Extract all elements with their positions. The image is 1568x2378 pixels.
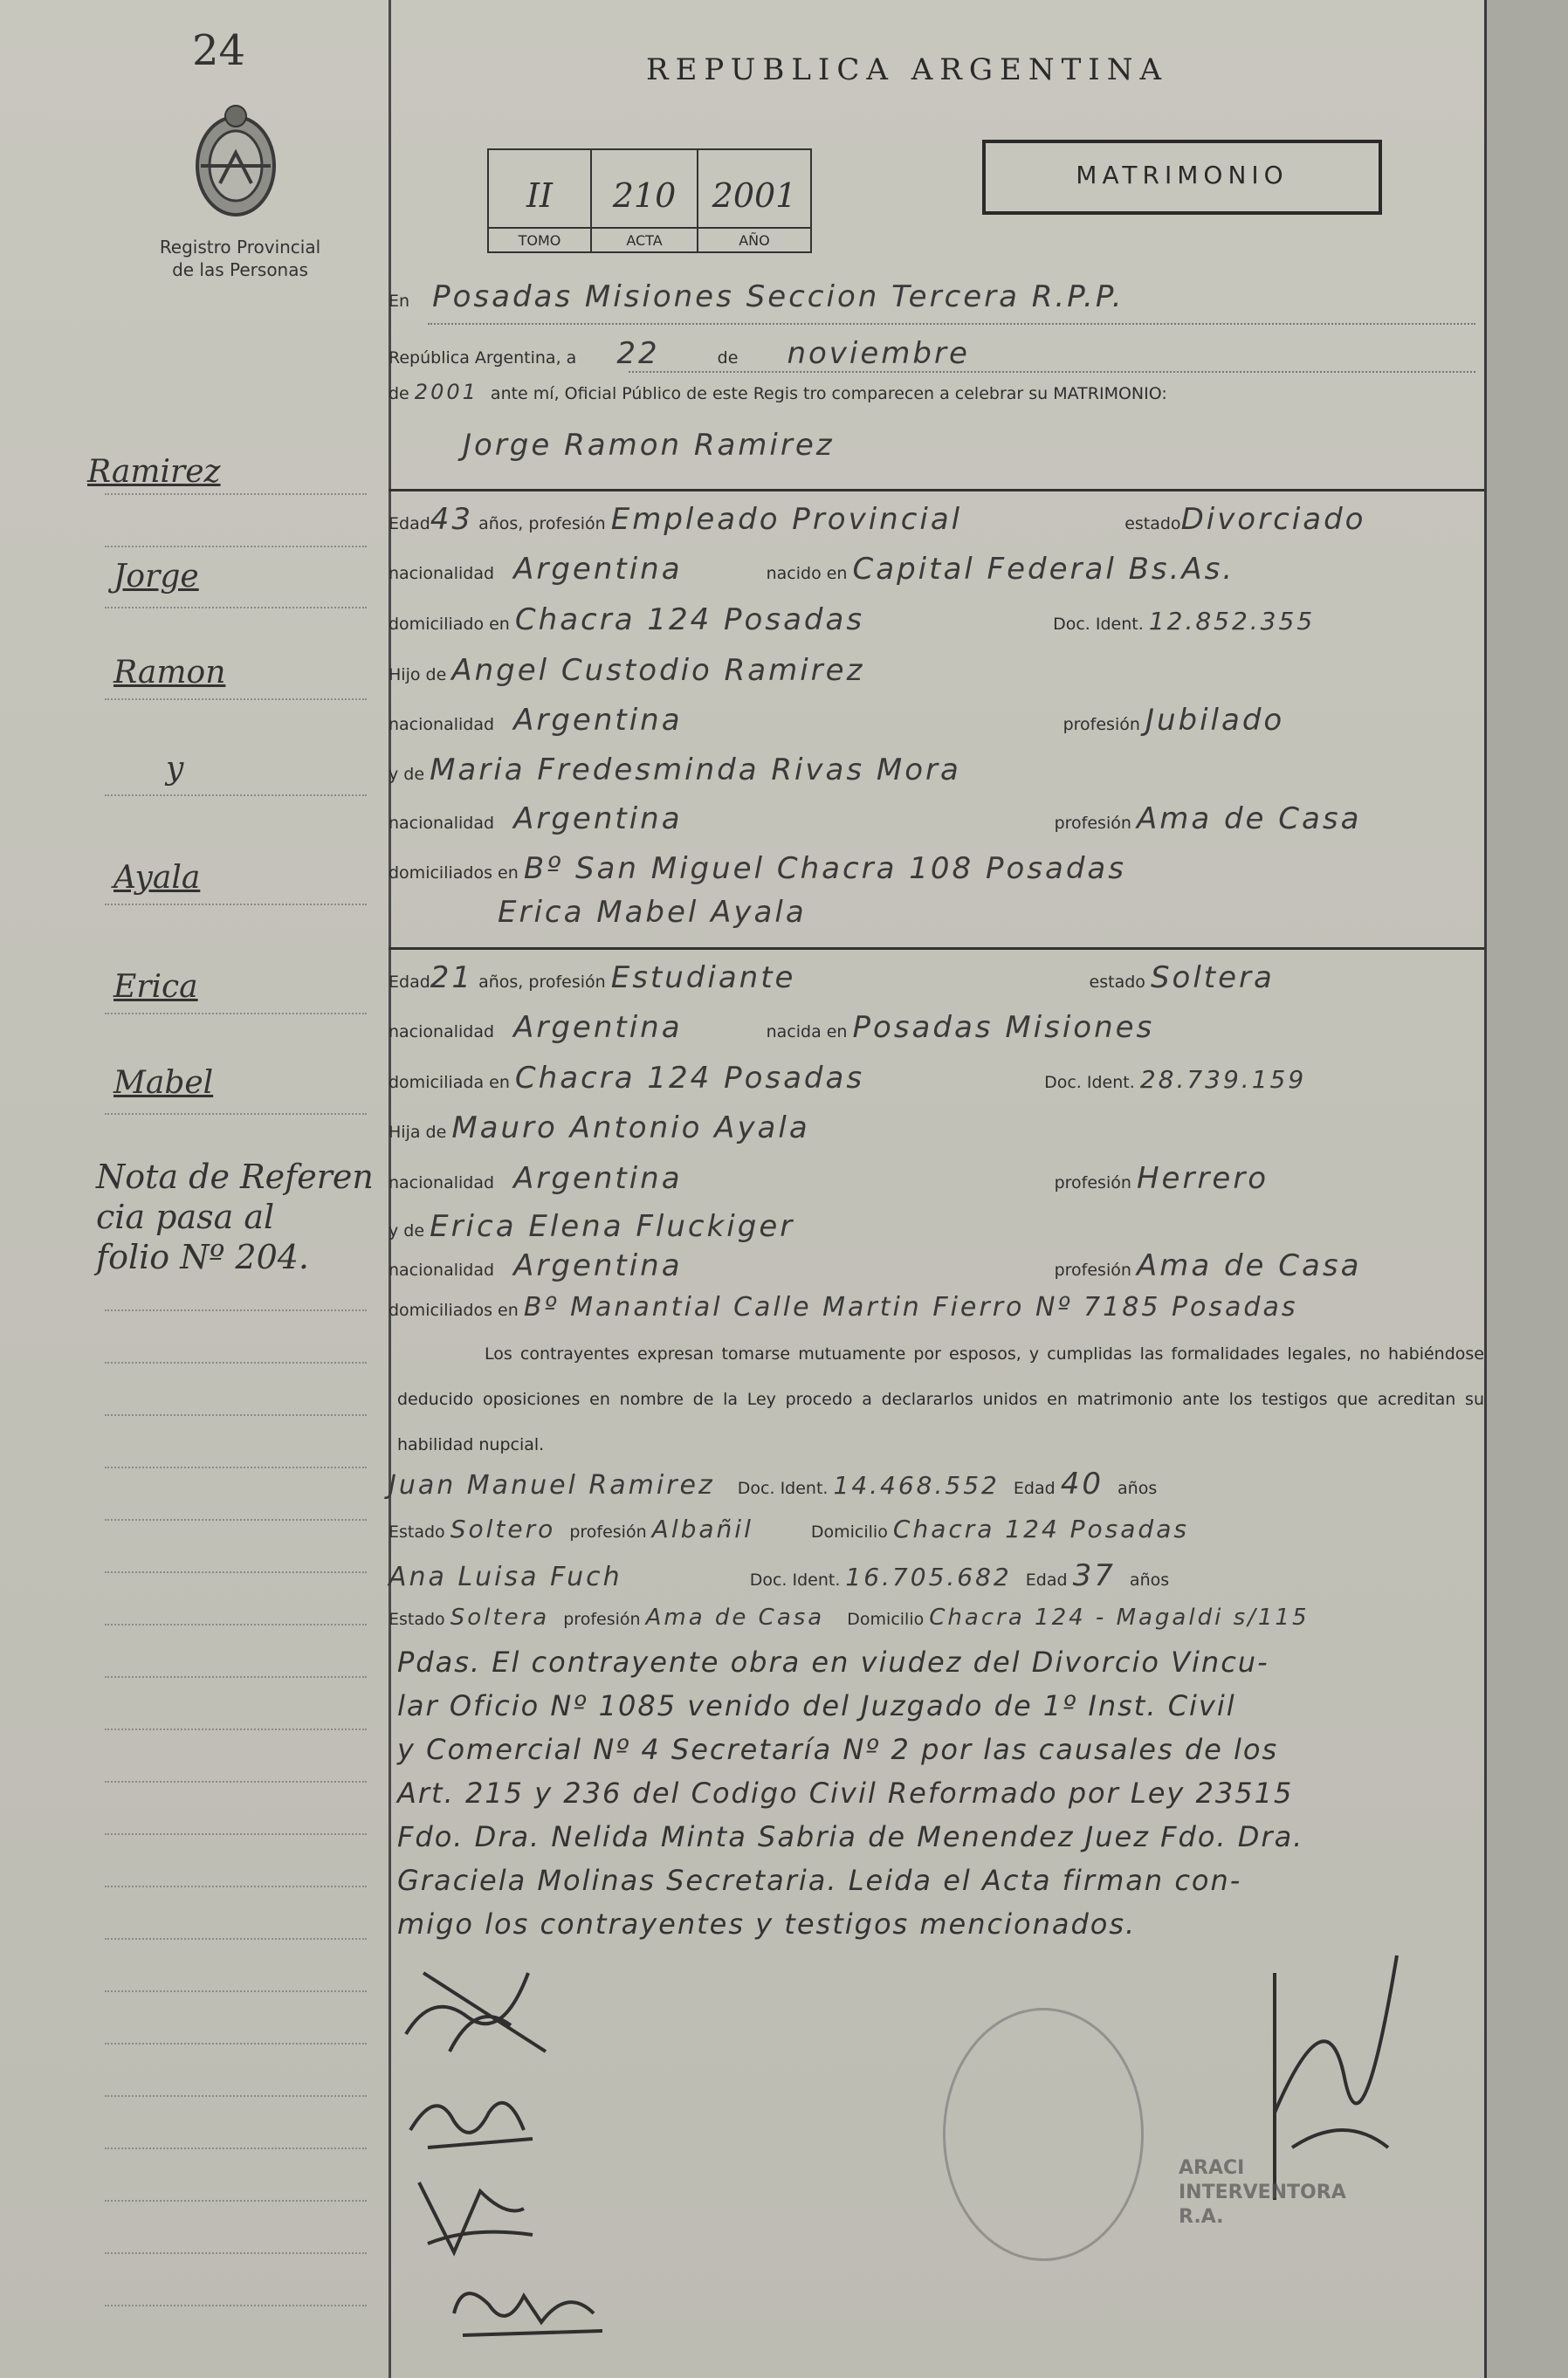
bride-nacida: Posadas Misiones <box>852 1010 1155 1045</box>
margin-rule <box>105 1113 367 1115</box>
margin-rule <box>105 1467 367 1468</box>
margin-rule <box>105 698 367 700</box>
margin-rule <box>105 904 367 905</box>
margin-rule <box>105 1990 367 1992</box>
margin-rule <box>105 1886 367 1887</box>
margin-rule <box>105 1013 367 1014</box>
groom-profesion: Empleado Provincial <box>610 502 963 537</box>
margin-surname-groom: Ramirez <box>87 454 221 490</box>
page-edge <box>1484 0 1568 2378</box>
margin-surname-bride: Ayala <box>113 860 201 896</box>
groom-mother-line <box>389 753 961 787</box>
ano-value: 2001 <box>712 176 797 215</box>
margin-note-line: cia pasa al <box>96 1198 275 1236</box>
anos-label: años <box>1118 1479 1158 1498</box>
bride-madre-nac: Argentina <box>513 1248 683 1283</box>
day-value: 22 <box>616 336 660 371</box>
hijo-label: Hijo de <box>389 665 447 684</box>
intro-statement-line <box>389 380 1167 404</box>
bride-doc: 28.739.159 <box>1139 1065 1307 1094</box>
bride-estado: Soltera <box>1150 960 1275 995</box>
margin-name-2: Ramon <box>113 655 226 691</box>
de-label: de <box>717 348 739 368</box>
intro-place-line <box>389 279 1124 314</box>
groom-domicilio: Chacra 124 Posadas <box>514 602 865 637</box>
dotted-line <box>428 323 1475 325</box>
margin-rule <box>105 794 367 796</box>
nac-label: nacionalidad <box>389 1022 495 1041</box>
margin-name-4: Mabel <box>113 1065 214 1101</box>
margin-rule <box>105 1309 367 1311</box>
year-prefix: de <box>389 384 409 403</box>
groom-madre-nac: Argentina <box>513 801 683 836</box>
doc-label: Doc. Ident. <box>737 1479 829 1498</box>
witness1-profesion: Albañil <box>651 1515 753 1543</box>
bride-padres-dom: Bº Manantial Calle Martin Fierro Nº 7185 Posadas <box>523 1292 1298 1323</box>
bride-madre: Erica Elena Fluckiger <box>430 1209 795 1244</box>
margin-rule <box>105 2148 367 2149</box>
margin-rule <box>105 2252 367 2254</box>
nac-label: nacionalidad <box>389 564 495 583</box>
witness2-edad: 37 <box>1072 1558 1116 1593</box>
bride-father-line <box>389 1110 810 1145</box>
groom-nationality-line <box>389 552 1234 587</box>
bride-age-line <box>389 960 1275 995</box>
margin-note-line: folio Nº 204. <box>96 1238 310 1276</box>
acta-label: ACTA <box>592 227 697 253</box>
margin-rule <box>105 1938 367 1940</box>
estado-label: estado <box>1124 514 1181 533</box>
estado-label: Estado <box>389 1610 445 1629</box>
groom-edad: 43 <box>430 502 474 537</box>
signature-witness2 <box>437 2261 611 2348</box>
margin-rule <box>105 1624 367 1625</box>
registration-table <box>487 148 812 253</box>
groom-madre: Maria Fredesminda Rivas Mora <box>430 753 961 787</box>
prof-label: profesión <box>569 1522 647 1542</box>
bride-edad: 21 <box>430 960 474 995</box>
yde-label: y de <box>389 1221 425 1241</box>
edad-label: Edad <box>389 973 430 992</box>
coat-of-arms-icon <box>183 100 288 223</box>
witness1-name: Juan Manuel Ramirez <box>389 1470 715 1501</box>
witness1-doc: 14.468.552 <box>833 1471 1000 1500</box>
margin-note-line: Nota de Referen <box>96 1158 374 1196</box>
margin-name-1: Jorge <box>113 559 199 594</box>
bride-mother-line <box>389 1209 794 1244</box>
bride-padre-prof: Herrero <box>1136 1161 1269 1196</box>
statement-text: ante mí, Oficial Público de este Regis tro comparecen a celebrar su MATRIMONIO: <box>490 384 1167 403</box>
registry-line-1: Registro Provincial <box>159 237 321 258</box>
acta-value: 210 <box>612 176 677 215</box>
bride-padre-nac: Argentina <box>513 1161 683 1196</box>
margin-name-3: Erica <box>113 969 198 1005</box>
bride-name-line <box>498 895 807 930</box>
margin-rule <box>105 2095 367 2097</box>
document-type-box: MATRIMONIO <box>982 140 1382 215</box>
groom-father-nat-line <box>389 703 1284 738</box>
groom-padres-dom: Bº San Miguel Chacra 108 Posadas <box>523 851 1126 886</box>
prof-label: profesión <box>563 1610 641 1629</box>
witness1-estado: Soltero <box>450 1515 556 1543</box>
margin-rule <box>105 2305 367 2306</box>
prof-label: profesión <box>1054 1261 1131 1280</box>
nac-label: nacionalidad <box>389 1261 495 1280</box>
note-line: Pdas. El contrayente obra en viudez del Divorcio Vincu- <box>397 1646 1269 1679</box>
anos-prof-label: años, profesión <box>478 514 606 533</box>
signature-bride <box>393 2069 550 2165</box>
folio-number: 24 <box>192 26 246 75</box>
bride-father-nat-line <box>389 1161 1269 1196</box>
witness2-profesion: Ama de Casa <box>645 1605 825 1631</box>
note-line: y Comercial Nº 4 Secretaría Nº 2 por las causales de los <box>397 1733 1279 1766</box>
official-stamp-text <box>1179 2156 1346 2230</box>
margin-rule <box>105 1571 367 1573</box>
estado-label: Estado <box>389 1522 445 1542</box>
margin-rule <box>105 493 367 495</box>
edad-label: Edad <box>1025 1570 1068 1590</box>
groom-domicile-line <box>389 602 1315 637</box>
bride-parents-dom-line <box>389 1292 1297 1323</box>
groom-parents-dom-line <box>389 851 1126 886</box>
note-line: Art. 215 y 236 del Codigo Civil Reformado por Ley 23515 <box>397 1777 1294 1810</box>
margin-rule <box>105 1833 367 1835</box>
groom-mother-nat-line <box>389 801 1361 836</box>
witness1-line <box>389 1467 1157 1502</box>
witness2-name: Ana Luisa Fuch <box>389 1562 622 1592</box>
doms-label: domiciliados en <box>389 1301 519 1320</box>
groom-doc: 12.852.355 <box>1148 607 1316 636</box>
margin-rule <box>105 1729 367 1730</box>
margin-rule <box>105 1414 367 1416</box>
groom-name-line <box>463 428 835 463</box>
edad-label: Edad <box>1013 1479 1056 1498</box>
margin-conjunction: y <box>166 751 184 787</box>
dom-label: domiciliada en <box>389 1073 510 1092</box>
acta-cell <box>592 150 698 253</box>
bride-domicile-line <box>389 1061 1306 1096</box>
margin-rule <box>105 2043 367 2045</box>
witness2-line <box>389 1558 1169 1593</box>
prof-label: profesión <box>1063 715 1140 734</box>
margin-rule <box>105 2200 367 2202</box>
ano-cell <box>698 150 810 253</box>
witness2-detail-line <box>389 1605 1310 1631</box>
margin-rule <box>105 1362 367 1364</box>
bride-nationality-line <box>389 1010 1154 1045</box>
margin-rule <box>105 1781 367 1783</box>
margin-rule <box>105 607 367 608</box>
bride-full-name: Erica Mabel Ayala <box>498 895 807 930</box>
bride-madre-prof: Ama de Casa <box>1136 1248 1362 1283</box>
declaration-text: Los contrayentes expresan tomarse mutuamente por esposos, y cumplidas las formalidades legales, no habiéndose deducido oposiciones en nombre de la Ley procedo a declararlos unidos en matrimonio ante los testigos que acreditan su habilidad nupcial. <box>397 1344 1484 1454</box>
bride-domicilio: Chacra 124 Posadas <box>514 1061 865 1096</box>
stamp-line: R.A. <box>1179 2206 1224 2228</box>
dom-label: Domicilio <box>810 1522 888 1542</box>
en-label: En <box>389 292 410 311</box>
hija-label: Hija de <box>389 1123 447 1142</box>
margin-rule <box>105 1676 367 1678</box>
doc-label: Doc. Ident. <box>1044 1073 1135 1092</box>
note-line: Fdo. Dra. Nelida Minta Sabria de Menendez Juez Fdo. Dra. <box>397 1820 1304 1853</box>
dom-label: Domicilio <box>847 1610 925 1629</box>
tomo-value: II <box>526 176 554 215</box>
stamp-line: ARACI <box>1179 2157 1245 2179</box>
bride-padre: Mauro Antonio Ayala <box>451 1110 810 1145</box>
witness1-detail-line <box>389 1515 1189 1543</box>
year-value: 2001 <box>414 380 478 404</box>
nac-label: nacionalidad <box>389 715 495 734</box>
month-value: noviembre <box>787 336 970 371</box>
groom-padre-prof: Jubilado <box>1145 703 1285 738</box>
prof-label: profesión <box>1054 814 1131 833</box>
bride-nacionalidad: Argentina <box>513 1010 683 1045</box>
dom-label: domiciliado en <box>389 615 510 634</box>
witness1-domicilio: Chacra 124 Posadas <box>892 1515 1189 1543</box>
prof-label: profesión <box>1054 1173 1131 1192</box>
note-line: Graciela Molinas Secretaria. Leida el Acta firman con- <box>397 1864 1242 1897</box>
signature-groom <box>397 1938 589 2060</box>
groom-full-name: Jorge Ramon Ramirez <box>463 428 835 463</box>
yde-label: y de <box>389 765 425 784</box>
groom-nacido: Capital Federal Bs.As. <box>852 552 1235 587</box>
groom-nacionalidad: Argentina <box>513 552 683 587</box>
edad-label: Edad <box>389 514 430 533</box>
bride-profesion: Estudiante <box>610 960 796 995</box>
witness1-edad: 40 <box>1060 1467 1104 1502</box>
groom-age-line <box>389 502 1365 537</box>
groom-madre-prof: Ama de Casa <box>1136 801 1362 836</box>
note-line: migo los contrayentes y testigos mencionados. <box>397 1907 1137 1941</box>
doc-label: Doc. Ident. <box>749 1570 841 1590</box>
official-round-stamp <box>943 2008 1144 2261</box>
witness2-estado: Soltera <box>450 1605 550 1631</box>
nacido-label: nacido en <box>766 564 848 583</box>
groom-estado: Divorciado <box>1180 502 1366 537</box>
dotted-line <box>629 371 1475 373</box>
nac-label: nacionalidad <box>389 1173 495 1192</box>
republica-label: República Argentina, a <box>389 348 577 368</box>
groom-padre-nac: Argentina <box>513 703 683 738</box>
intro-date-line <box>389 336 970 371</box>
margin-reference-note <box>96 1157 374 1277</box>
groom-padre: Angel Custodio Ramirez <box>451 653 865 688</box>
tomo-label: TOMO <box>489 227 590 253</box>
section-rule <box>389 947 1484 950</box>
estado-label: estado <box>1089 973 1145 992</box>
margin-rule <box>105 546 367 547</box>
doms-label: domiciliados en <box>389 863 519 883</box>
margin-rule <box>105 1519 367 1521</box>
bride-mother-nat-line <box>389 1248 1361 1283</box>
registry-heading <box>131 236 349 281</box>
country-title: REPUBLICA ARGENTINA <box>646 52 1169 87</box>
witness2-doc: 16.705.682 <box>845 1563 1012 1591</box>
stamp-line: INTERVENTORA <box>1179 2182 1346 2203</box>
witness2-domicilio: Chacra 124 - Magaldi s/115 <box>929 1605 1310 1631</box>
nacida-label: nacida en <box>766 1022 848 1041</box>
signature-witness1 <box>402 2165 541 2270</box>
note-line: lar Oficio Nº 1085 venido del Juzgado de 1º Inst. Civil <box>397 1689 1236 1722</box>
anos-label: años <box>1129 1570 1170 1590</box>
doc-label: Doc. Ident. <box>1053 615 1144 634</box>
ano-label: AÑO <box>698 227 810 253</box>
section-rule <box>389 489 1484 491</box>
place-value: Posadas Misiones Seccion Tercera R.P.P. <box>432 279 1124 314</box>
anos-prof-label: años, profesión <box>478 973 606 992</box>
tomo-cell <box>489 150 592 253</box>
groom-father-line <box>389 653 864 688</box>
nac-label: nacionalidad <box>389 814 495 833</box>
registry-line-2: de las Personas <box>172 259 308 280</box>
